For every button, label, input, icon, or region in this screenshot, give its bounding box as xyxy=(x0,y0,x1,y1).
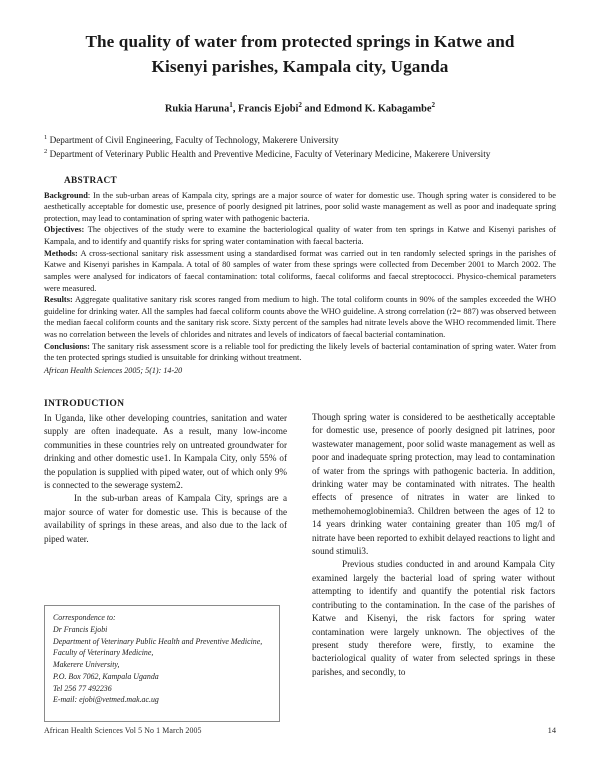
author-3: Edmond K. Kabagambe xyxy=(323,103,432,115)
abstract-methods xyxy=(44,248,556,295)
section-heading-introduction: INTRODUCTION xyxy=(44,398,125,409)
correspondence-line-2: Department of Veterinary Public Health and Preventive Medicine, xyxy=(53,636,263,646)
author-sep-2: and xyxy=(301,103,324,115)
correspondence-line-1: Dr Francis Ejobi xyxy=(53,624,108,634)
correspondence-line-5: P.O. Box 7062, Kampala Uganda xyxy=(53,671,159,681)
footer-page-number: 14 xyxy=(547,726,556,735)
abstract-heading: ABSTRACT xyxy=(64,175,118,186)
abstract-background-label: Background xyxy=(44,190,88,200)
correspondence-line-6: Tel 256 77 492236 xyxy=(53,683,112,693)
title-block xyxy=(62,30,538,80)
abstract-methods-text: A cross-sectional sanitary risk assessment using a standardised format was carried out in ten randomly selected springs in the parishes of Katwe and Kisenyi parishes in Kampala. A total of 80 samples of water from these springs were collected from December 2001 to March 2002. The samples were analysed for indicators of faecal contamination: total coliforms, faecal coliforms and faecal streptococci. Physico-chemical parameters were measured. xyxy=(44,248,556,293)
correspondence-box xyxy=(44,605,280,722)
affiliation-2 xyxy=(44,147,556,161)
abstract-background xyxy=(44,190,556,225)
right-column xyxy=(312,398,555,679)
abstract-conclusions-text: The sanitary risk assessment score is a reliable tool for predicting the likely levels of bacterial contamination of spring water. Water from the ten protected springs studied is unsuitable for drinking without treatment. xyxy=(44,341,556,363)
abstract-conclusions-label: Conclusions: xyxy=(44,341,90,351)
abstract-results xyxy=(44,294,556,341)
affiliation-2-text: Department of Veterinary Public Health and Preventive Medicine, Faculty of Veterinary Medicine, Makerere University xyxy=(49,149,491,160)
affiliation-1-marker: 1 xyxy=(44,134,48,142)
affiliation-1-text: Department of Civil Engineering, Faculty of Technology, Makerere University xyxy=(49,135,339,146)
correspondence-email: E-mail: ejobi@vetmed.mak.ac.ug xyxy=(53,695,159,705)
affiliation-1 xyxy=(44,133,556,147)
abstract-methods-label: Methods: xyxy=(44,248,78,258)
author-2: Francis Ejobi xyxy=(238,103,299,115)
abstract-objectives-text: The objectives of the study were to examine the bacteriological quality of water from ten springs in Katwe and Kisenyi parishes of Kampala, and to identify and quantify risks for spring water contamination with faecal bacteria. xyxy=(44,225,556,247)
intro-paragraph-3: Though spring water is considered to be aesthetically acceptable for domestic use, presence of poorly designed pit latrines, poor wastewater management, poor solid waste management as well as poor and inadequate spring protection, may lead to contamination of water from the springs with pathogenic bacteria. In addition, drinking water may be contaminated with nitrates. The health effects of presence of nitrates in water are linked to methemohemoglobinemia3. Children between the ages of 12 to 14 years drinking water containing greater than 105 mg/l of nitrate have been reported to exhibit delayed reactions to light and sound stimuli3. xyxy=(312,412,555,557)
author-list xyxy=(60,101,540,114)
abstract-section xyxy=(44,175,556,377)
intro-paragraph-2: In the sub-urban areas of Kampala City, springs are a major source of water for domestic use. This is because of the availability of springs in these areas, and also due to the lack of piped water. xyxy=(44,493,287,544)
intro-paragraph-1: In Uganda, like other developing countries, sanitation and water supply are often inadequate. As a result, many low-income communities in these countries rely on untreated groundwater for drinking and other domestic use1. In Kampala City, only 55% of the population is supplied with piped water, out of which only 9% is connected to the sewerage system2. xyxy=(44,413,287,491)
footer-journal-info: African Health Sciences Vol 5 No 1 March 2005 xyxy=(44,726,202,735)
author-sep-1: , xyxy=(232,103,239,115)
author-1-marker: 1 xyxy=(229,100,233,109)
page-title: The quality of water from protected springs in Katwe and Kisenyi parishes, Kampala city, Uganda xyxy=(85,32,515,76)
abstract-results-text: Aggregate qualitative sanitary risk scores ranged from medium to high. The total coliform counts in 90% of the samples exceeded the WHO guideline for drinking water. All the samples had faecal coliform counts above the WHO guideline. A strong correlation (r2= 887) was observed between the median faecal coliform counts and the sanitary risk score. Sixty percent of the samples had nitrate levels above the WHO recommended limit. There was no correlation between the levels of chlorides and nitrates and levels of indicators of faecal bacterial contamination. xyxy=(44,295,556,340)
intro-paragraph-4: Previous studies conducted in and around Kampala City examined largely the bacterial load of spring water without attempting to identify and quantify the potential risk factors contributing to the contamination. In the case of the parishes of Katwe and Kisenyi, the risk factors for spring water contamination were largely unknown. The objectives of the present study therefore were, firstly, to examine the bacteriological quality of water from selected springs in these parishes, and secondly, to xyxy=(312,559,555,677)
correspondence-line-3: Faculty of Veterinary Medicine, xyxy=(53,648,154,658)
affiliation-list xyxy=(44,133,556,161)
abstract-conclusions xyxy=(44,341,556,364)
abstract-objectives xyxy=(44,224,556,247)
right-column-spacer xyxy=(312,398,555,411)
abstract-background-text: : In the sub-urban areas of Kampala city, springs are a major source of water for domestic use. Though spring water is considered to be aesthetically acceptable for domestic use, presence of poorly designed pit latrines, poor solid waste management as well as poor and inadequate spring protection, may lead to contamination of spring water with pathogenic bacteria. xyxy=(44,190,556,223)
author-1: Rukia Haruna xyxy=(164,103,230,115)
author-2-marker: 2 xyxy=(298,100,302,109)
correspondence-label: Correspondence to: xyxy=(53,613,116,622)
page-footer xyxy=(44,726,556,735)
abstract-objectives-label: Objectives: xyxy=(44,225,85,235)
abstract-results-label: Results: xyxy=(44,295,73,305)
affiliation-2-marker: 2 xyxy=(44,148,48,156)
correspondence-line-4: Makerere University, xyxy=(53,660,120,670)
article-citation: African Health Sciences 2005; 5(1): 14-20 xyxy=(44,365,183,375)
author-3-marker: 2 xyxy=(431,100,436,109)
